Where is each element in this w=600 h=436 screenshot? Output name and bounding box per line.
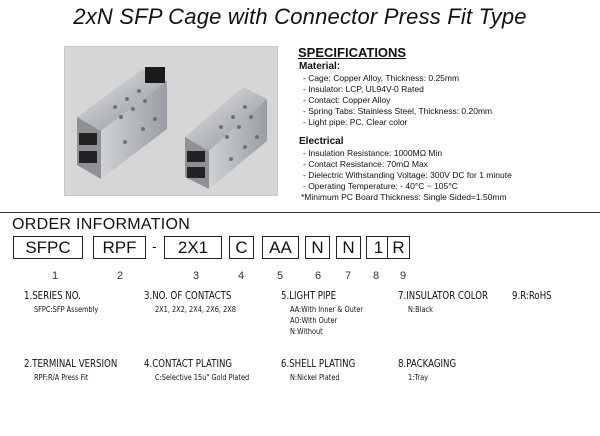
code-box-series: SFPC	[13, 236, 83, 259]
page-title: 2xN SFP Cage with Connector Press Fit Type	[73, 4, 527, 29]
material-line: - Light pipe: PC, Clear color	[303, 117, 408, 127]
section-divider	[0, 212, 600, 213]
electrical-line: - Dielectric Withstanding Voltage: 300V DC for 1 minute	[303, 170, 512, 180]
material-line: - Insulator: LCP, UL94V-0 Rated	[303, 84, 424, 94]
code-box-terminal: RPF	[93, 236, 146, 259]
position-number: 6	[314, 270, 322, 282]
position-number: 4	[237, 270, 245, 282]
product-photo	[64, 46, 278, 196]
code-box-light-pipe: AA	[262, 236, 299, 259]
rohs-label: 9.R:RoHS	[512, 290, 552, 302]
code-box-shell: N	[305, 236, 330, 259]
material-line: - Cage: Copper Alloy, Thickness: 0.25mm	[303, 73, 460, 83]
electrical-line: *Minimum PC Board Thickness: Single Sided=1.50mm	[301, 192, 507, 202]
light-pipe-value: N:Without	[290, 327, 323, 336]
insulator-color-label: 7.INSULATOR COLOR	[398, 290, 488, 302]
code-box-rohs: R	[387, 236, 410, 259]
contact-plating-label: 4.CONTACT PLATING	[144, 358, 233, 370]
position-number: 8	[372, 270, 380, 282]
material-line: - Contact: Copper Alloy	[303, 95, 391, 105]
shell-plating-value: N:Nickel Plated	[290, 373, 340, 382]
material-heading: Material:	[299, 61, 341, 72]
code-box-plating: C	[229, 236, 254, 259]
position-number: 3	[192, 270, 200, 282]
light-pipe-label: 5.LIGHT PIPE	[281, 290, 337, 302]
specifications-heading: SPECIFICATIONS	[298, 45, 407, 60]
packaging-label: 8.PACKAGING	[398, 358, 457, 370]
code-dash: -	[152, 238, 157, 254]
insulator-color-value: N:Black	[408, 305, 433, 314]
order-information-heading: ORDER INFORMATION	[12, 216, 191, 233]
code-box-contacts: 2X1	[164, 236, 222, 259]
position-number: 2	[116, 270, 124, 282]
electrical-line: - Contact Resistance: 70mΩ Max	[303, 159, 428, 169]
position-number: 9	[399, 270, 407, 282]
sfp-cage-illustration	[65, 47, 277, 195]
shell-plating-label: 6.SHELL PLATING	[281, 358, 356, 370]
electrical-line: - Insulation Resistance: 1000MΩ Min	[303, 148, 443, 158]
material-line: - Spring Tabs: Stainless Steel, Thickness: 0.20mm	[303, 106, 493, 116]
series-no-label: 1.SERIES NO.	[24, 290, 81, 302]
contacts-label: 3.NO. OF CONTACTS	[144, 290, 232, 302]
code-box-insulator: N	[336, 236, 361, 259]
contact-plating-value: C:Selective 15u" Gold Plated	[155, 373, 250, 382]
contacts-value: 2X1, 2X2, 2X4, 2X6, 2X8	[155, 305, 236, 314]
series-no-value: SFPC:SFP Assembly	[34, 305, 99, 314]
terminal-version-label: 2.TERMINAL VERSION	[24, 358, 118, 370]
light-pipe-value: AO:With Outer	[290, 316, 338, 325]
electrical-line: - Operating Temperature: - 40°C ~ 105°C	[303, 181, 458, 191]
electrical-heading: Electrical	[299, 136, 344, 147]
terminal-version-value: RPF:R/A Press Fit	[34, 373, 89, 382]
position-number: 7	[344, 270, 352, 282]
position-number: 1	[51, 270, 59, 282]
light-pipe-value: AA:With Inner & Outer	[290, 305, 364, 314]
code-box-packaging: 1	[366, 236, 391, 259]
packaging-value: 1:Tray	[408, 373, 429, 382]
position-number: 5	[276, 270, 284, 282]
